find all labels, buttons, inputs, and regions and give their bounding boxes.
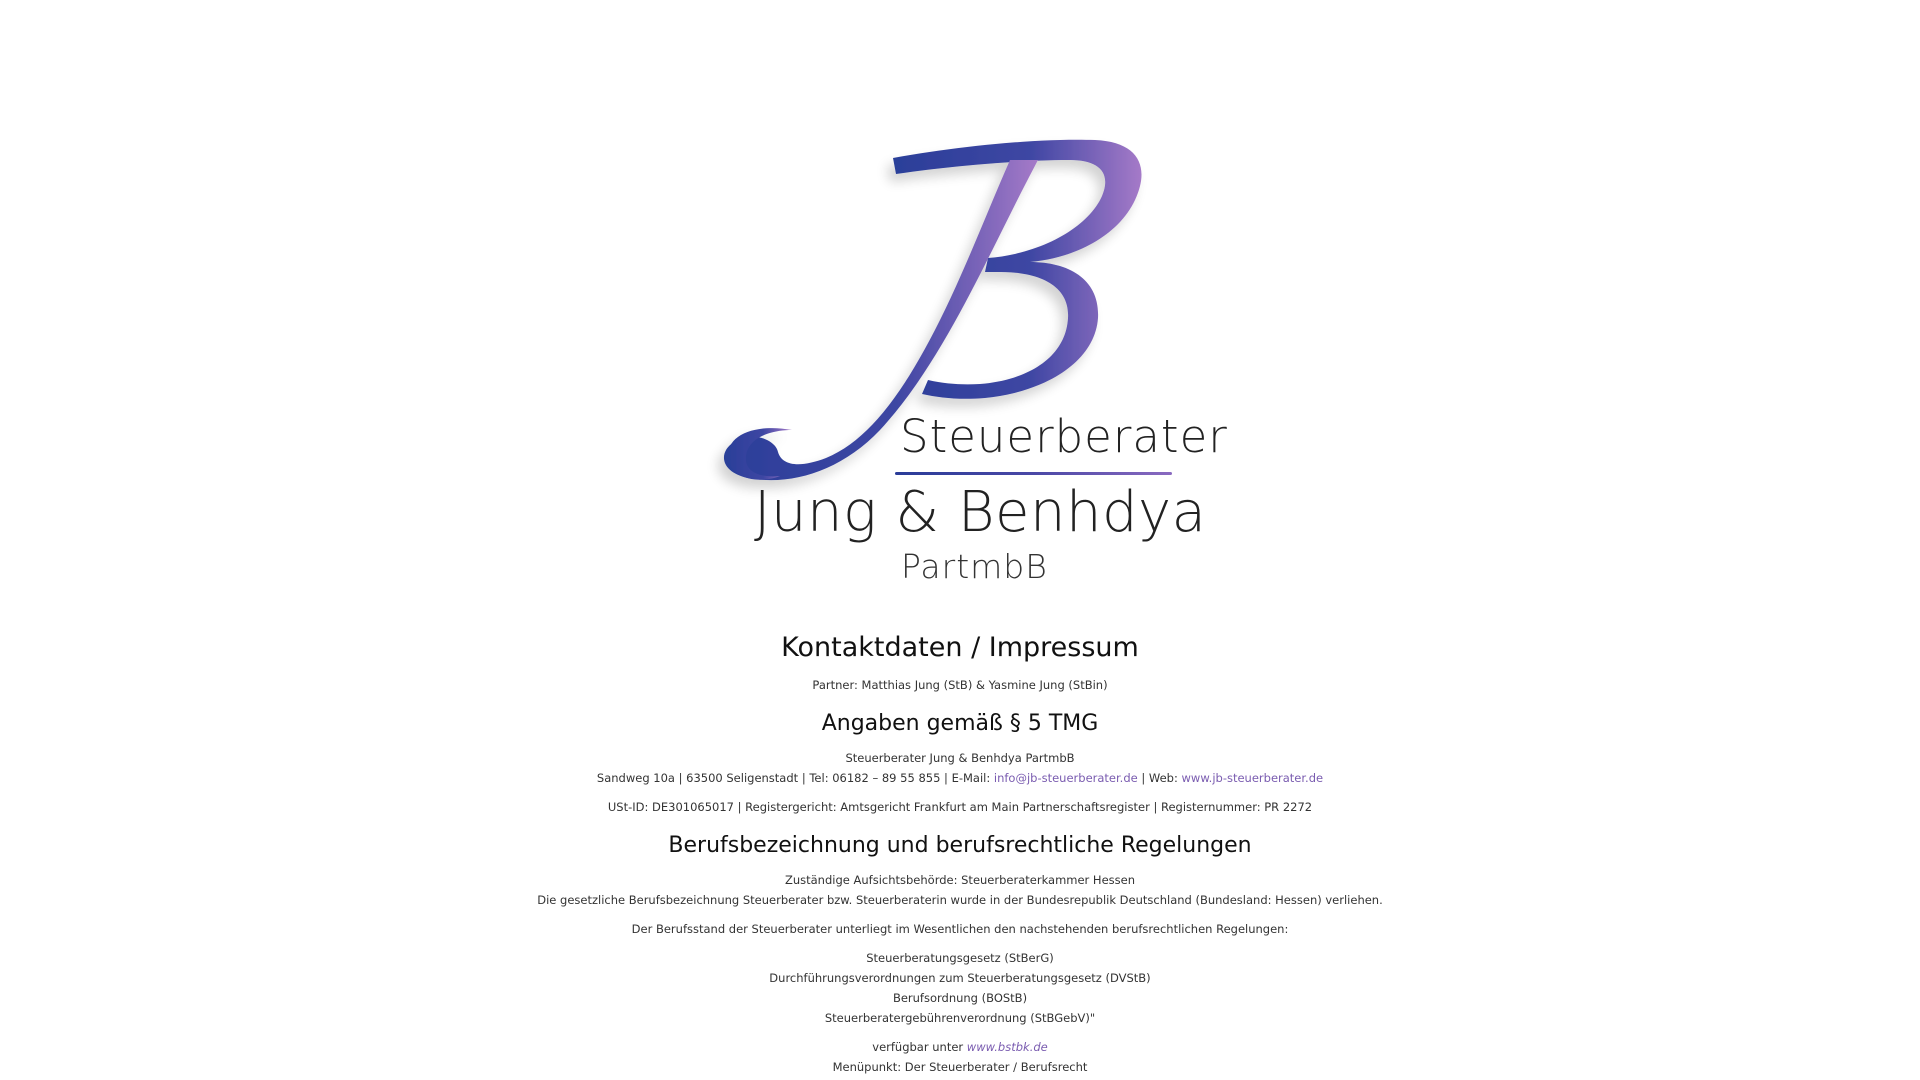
available-line — [0, 1037, 1920, 1057]
law-item: Berufsordnung (BOStB) — [892, 991, 1028, 1005]
partner-line: Partner: Matthias Jung (StB) & Yasmine Jung (StBin) — [812, 678, 1108, 692]
impressum-content — [0, 630, 1920, 1077]
logo-steuerberater-text: Steuerberater — [900, 410, 1228, 463]
logo-legal-form: PartmbB — [901, 547, 1048, 586]
menu-hint-line: Menüpunkt: Der Steuerberater / Berufsrecht — [832, 1060, 1088, 1074]
address-line — [0, 768, 1920, 788]
regulations-intro: Der Berufsstand der Steuerberater unterliegt im Wesentlichen den nachstehenden berufsrechtlichen Regelungen: — [631, 922, 1289, 936]
logo-company-name: Jung & Benhdya — [754, 480, 1207, 545]
company-name-line: Steuerberater Jung & Benhdya PartmbB — [845, 751, 1075, 765]
beruf-heading: Berufsbezeichnung und berufsrechtliche Regelungen — [668, 833, 1252, 858]
bstbk-link[interactable]: www.bstbk.de — [966, 1040, 1048, 1054]
web-label: | Web: — [1137, 771, 1182, 785]
available-label: verfügbar unter — [872, 1040, 967, 1054]
tmg-heading: Angaben gemäß § 5 TMG — [821, 711, 1099, 736]
register-line: USt-ID: DE301065017 | Registergericht: Amtsgericht Frankfurt am Main Partnerschaftsregister | Registernummer: PR 2272 — [607, 800, 1313, 814]
law-item: Durchführungsverordnungen zum Steuerberatungsgesetz (DVStB) — [769, 971, 1151, 985]
designation-line: Die gesetzliche Berufsbezeichnung Steuerberater bzw. Steuerberaterin wurde in der Bundesrepublik Deutschland (Bundesland: Hessen) verliehen. — [537, 893, 1383, 907]
authority-line: Zuständige Aufsichtsbehörde: Steuerberaterkammer Hessen — [784, 873, 1136, 887]
contact-heading: Kontaktdaten / Impressum — [781, 632, 1139, 663]
logo-divider — [895, 472, 1172, 475]
address-text: Sandweg 10a | 63500 Seligenstadt | Tel: 06182 – 89 55 855 | E-Mail: — [596, 771, 994, 785]
law-item: Steuerberatergebührenverordnung (StBGebV)" — [824, 1011, 1096, 1025]
law-item: Steuerberatungsgesetz (StBerG) — [866, 951, 1054, 965]
website-link[interactable]: www.jb-steuerberater.de — [1181, 771, 1324, 785]
email-link[interactable]: info@jb-steuerberater.de — [993, 771, 1138, 785]
